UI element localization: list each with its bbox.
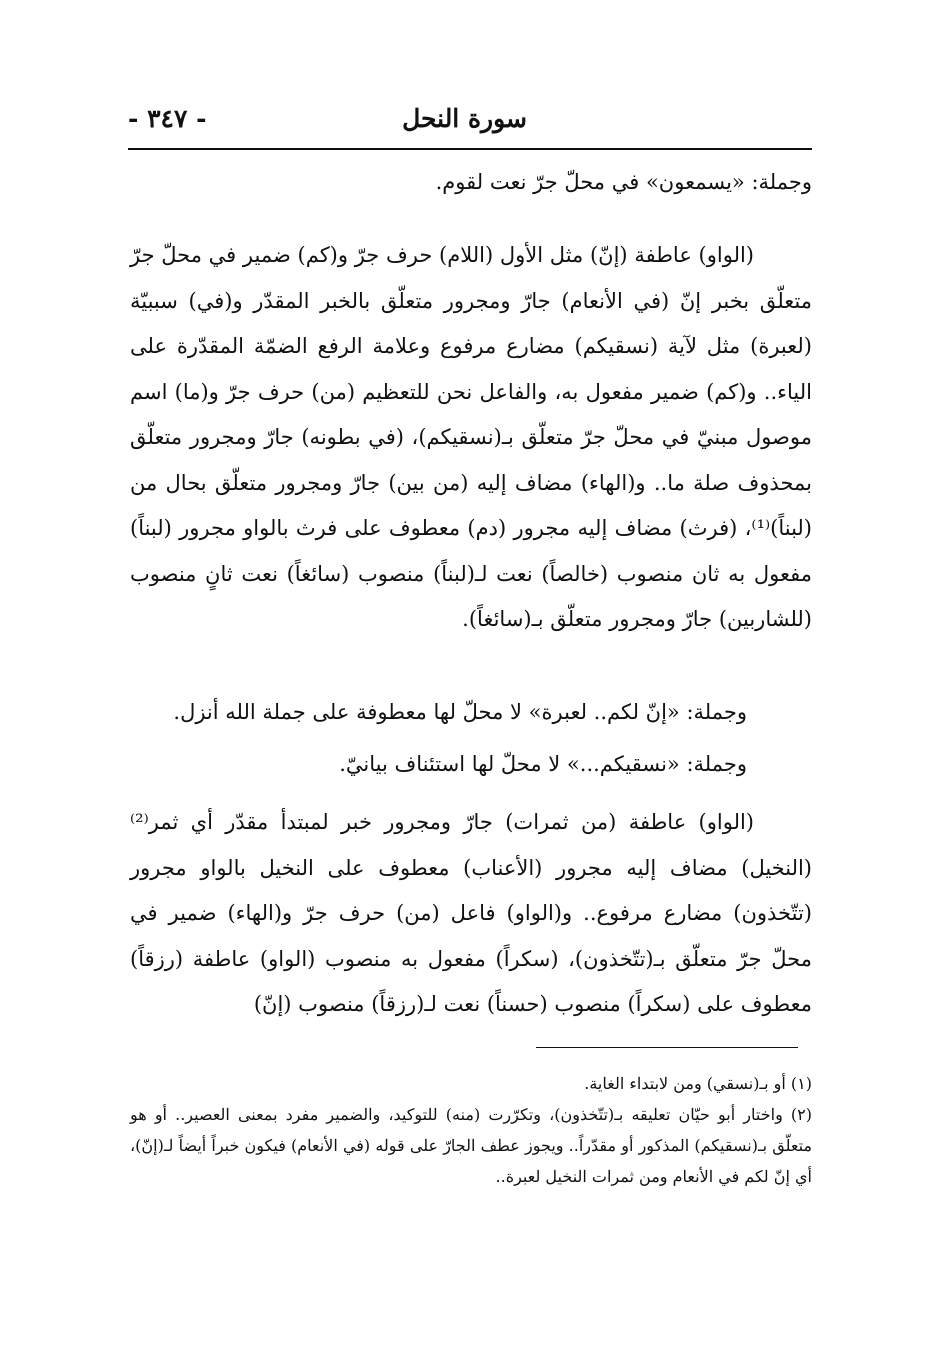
paragraph-2: (الواو) عاطفة (من ثمرات) جارّ ومجرور خبر لمبتدأ مقدّر أي ثمر⁽²⁾ (النخيل) مضاف إليه مجرور (الأعناب) معطوف على النخيل بالواو مجرور (تتّخذون) مضارع مرفوع.. و(الواو) فاعل (من) حرف جرّ و(الهاء) ضمير في محلّ جرّ متعلّق بـ(تتّخذون)، (سكراً) مفعول به منصوب (الواو) عاطفة (رزقاً) معطوف على (سكراً) منصوب (حسناً) نعت لـ(رزقاً) منصوب (إنّ)	[130, 810, 812, 1016]
footnote-divider	[536, 1047, 798, 1048]
footnote-2: (٢) واختار أبو حيّان تعليقه بـ(تتّخذون)، وتكرّرت (منه) للتوكيد، والضمير مفرد بمعنى العصير.. أو هو متعلّق بـ(نسقيكم) المذكور أو مقدّراً.. ويجوز عطف الجارّ على قوله (في الأنعام) فيكون خبراً أيضاً لـ(إنّ)، أي إنّ لكم في الأنعام ومن ثمرات النخيل لعبرة..	[130, 1105, 813, 1186]
paragraph-1: (الواو) عاطفة (إنّ) مثل الأول (اللام) حرف جرّ و(كم) ضمير في محلّ جرّ متعلّق بخبر إنّ (في الأنعام) جارّ ومجرور متعلّق بالخبر المقدّر و(في) سببيّة (لعبرة) مثل لآية (نسقيكم) مضارع مرفوع وعلامة الرفع الضمّة المقدّرة على الياء.. و(كم) ضمير مفعول به، والفاعل نحن للتعظيم (من) حرف جرّ و(ما) اسم موصول مبنيّ في محلّ جرّ متعلّق بـ(نسقيكم)، (في بطونه) جارّ ومجرور متعلّق بمحذوف صلة ما.. و(الهاء) مضاف إليه (من بين) جارّ ومجرور متعلّق بحال من (لبناً)⁽¹⁾، (فرث) مضاف إليه مجرور (دم) معطوف على فرث بالواو مجرور (لبناً) مفعول به ثان منصوب (خالصاً) نعت لـ(لبناً) منصوب (سائغاً) نعت ثانٍ منصوب (للشاربين) جارّ ومجرور متعلّق بـ(سائغاً).	[130, 243, 812, 631]
footnotes	[130, 1068, 812, 1192]
header-divider	[128, 148, 812, 150]
sentence-block	[127, 690, 747, 793]
sentence-1: وجملة: «إنّ لكم.. لعبرة» لا محلّ لها معطوفة على جملة الله أنزل.	[173, 700, 747, 724]
surah-title: سورة النحل	[402, 104, 527, 133]
sentence-yasmaoon: وجملة: «يسمعون» في محلّ جرّ نعت لقوم.	[435, 170, 812, 194]
footnote-1: (١) أو بـ(نسقي) ومن لابتداء الغاية.	[584, 1074, 812, 1093]
page-number: - ٣٤٧ -	[128, 104, 207, 133]
page-header	[128, 98, 812, 146]
sentence-2: وجملة: «نسقيكم...» لا محلّ لها استئناف بيانيّ.	[339, 751, 747, 776]
